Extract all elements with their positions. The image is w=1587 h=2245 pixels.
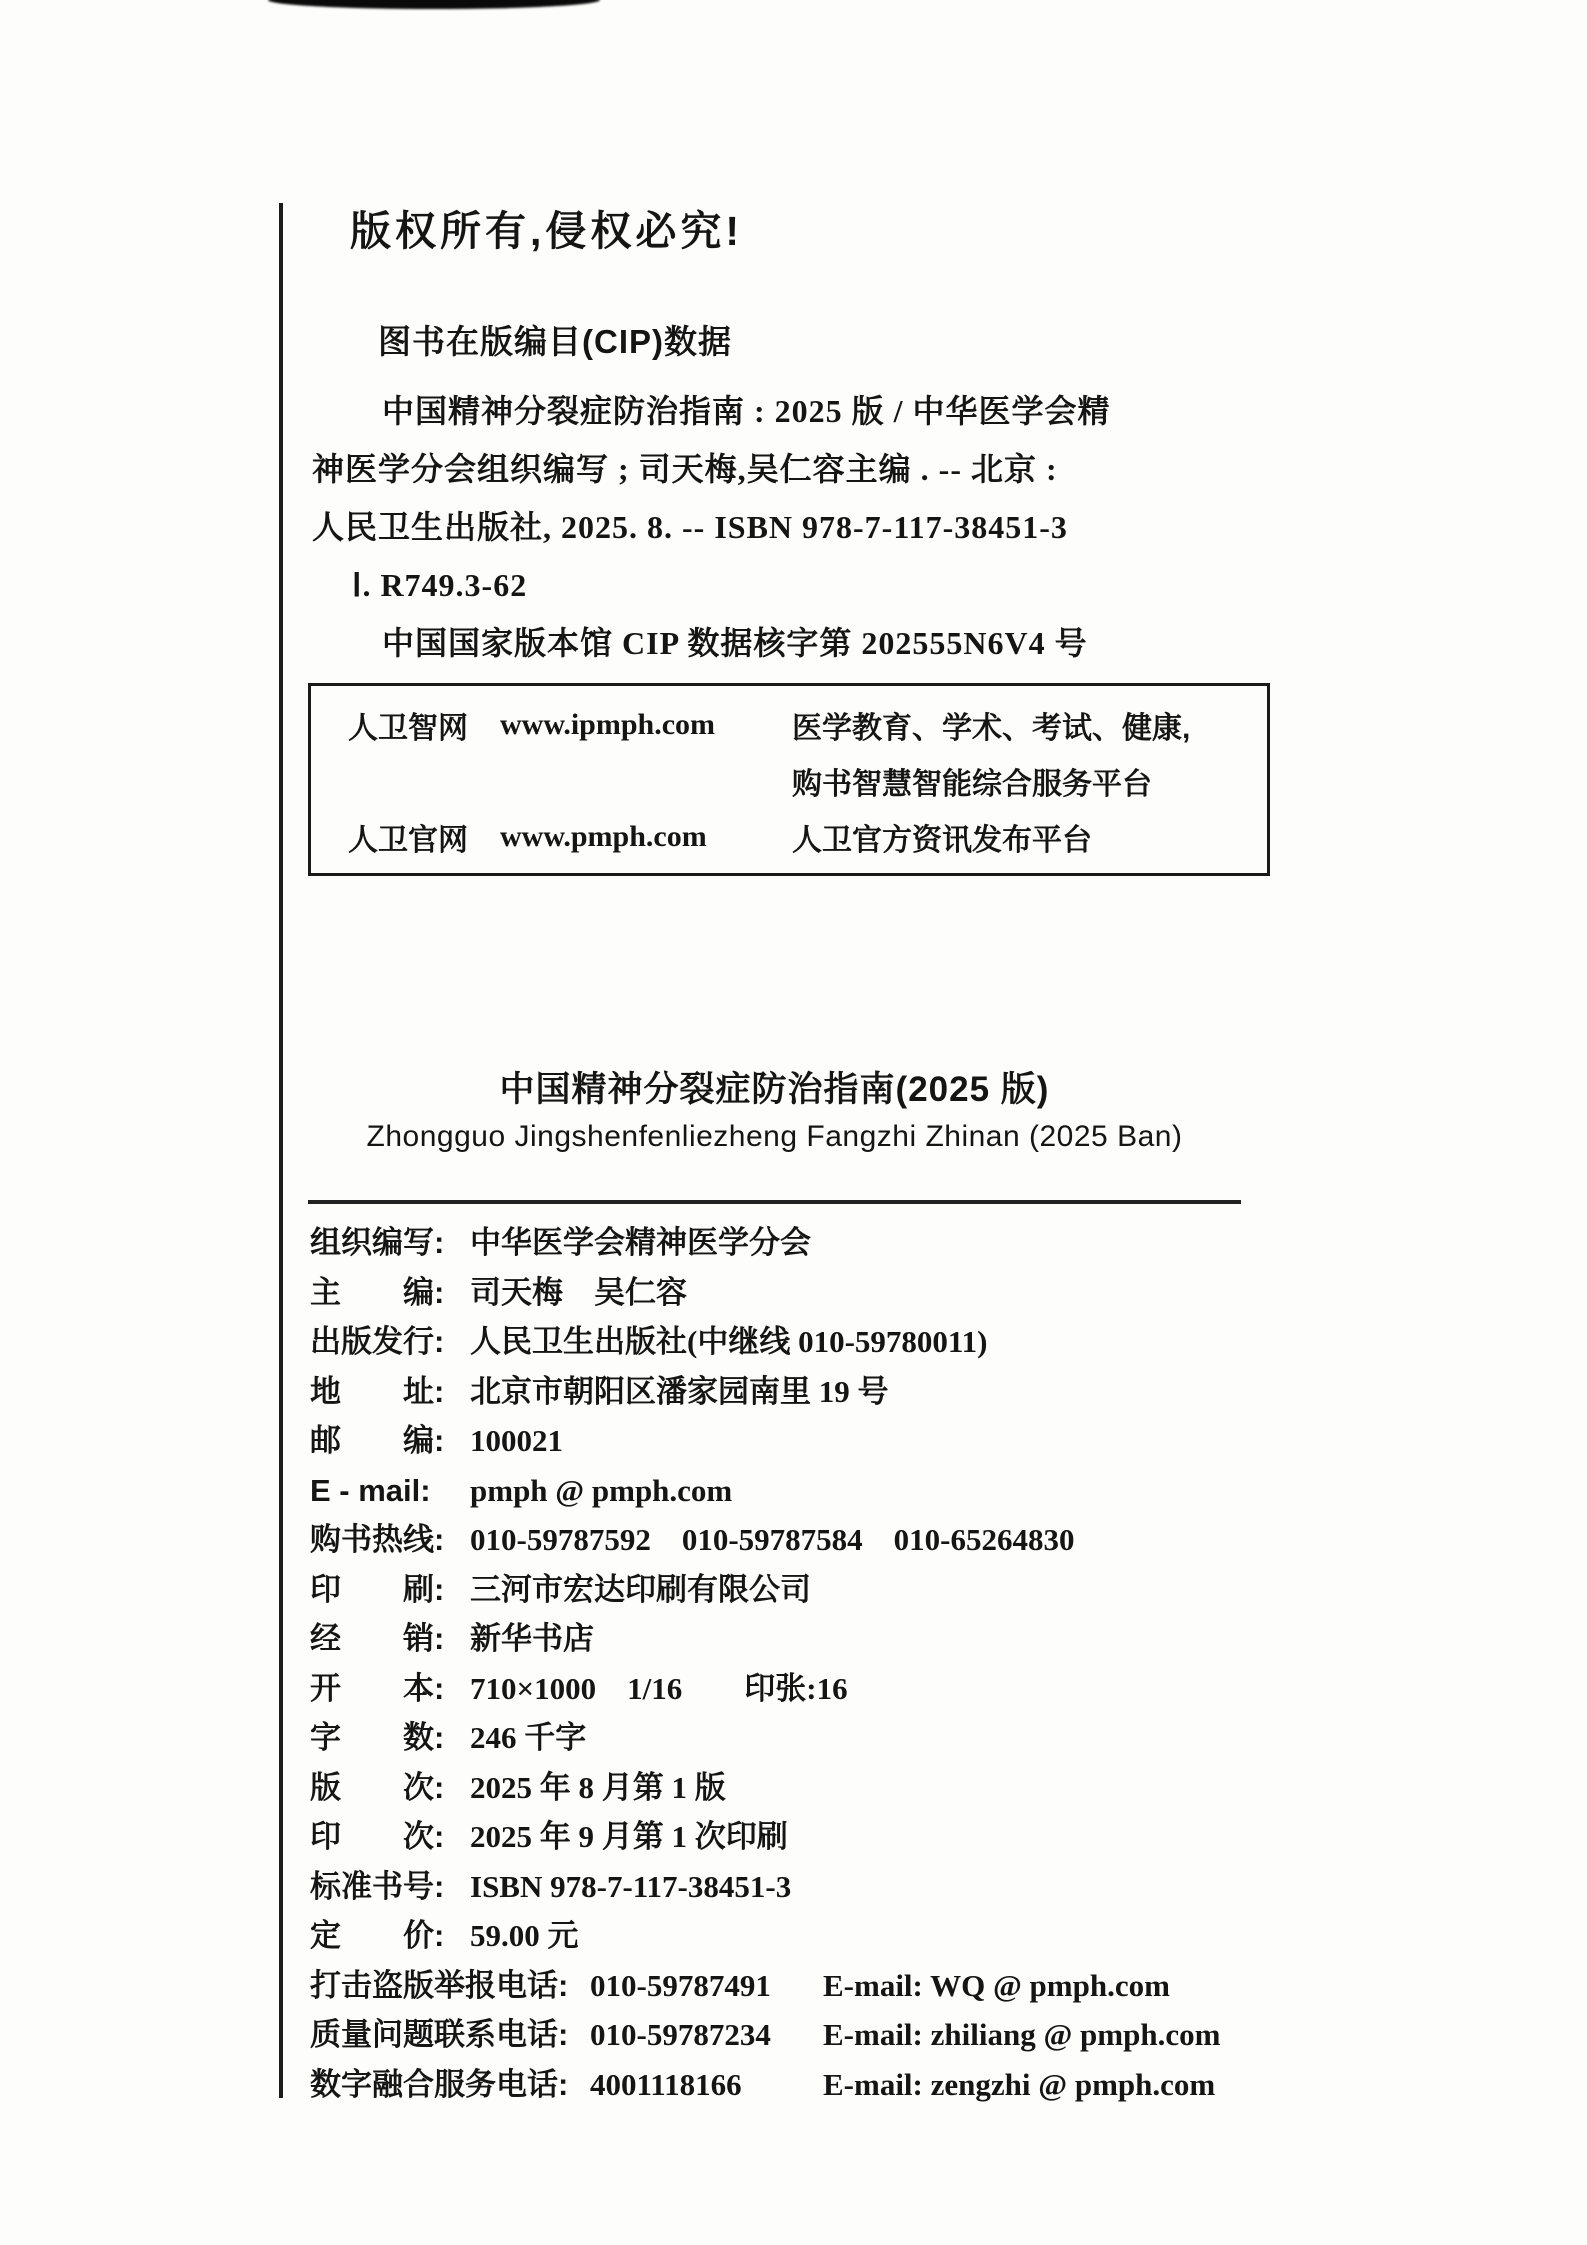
- info-label: 定 价:: [310, 1918, 445, 1953]
- copyright-notice: 版权所有,侵权必究!: [350, 208, 744, 254]
- info-label: 主 编:: [310, 1274, 445, 1310]
- publication-info-row: [310, 1565, 1510, 1615]
- cip-line: Ⅰ. R749.3-62: [352, 567, 528, 603]
- hotline-row: [310, 1961, 1510, 2011]
- hotline-row: [310, 2010, 1510, 2060]
- info-value: 2025 年 9 月第 1 次印刷: [470, 1819, 788, 1854]
- info-value: 中华医学会精神医学分会: [470, 1225, 811, 1260]
- publication-info-row: [310, 1763, 1510, 1813]
- cip-line: 神医学分会组织编写 ; 司天梅,吴仁容主编 . -- 北京 :: [312, 451, 1058, 487]
- publication-info-row: [310, 1218, 1510, 1268]
- publication-info-row: [310, 1614, 1510, 1664]
- service-site-description: 购书智慧智能综合服务平台: [792, 768, 1152, 801]
- email-label: E-mail:: [823, 1967, 923, 2003]
- hotline-phone: 010-59787234: [590, 2017, 771, 2052]
- hotline-label: 质量问题联系电话:: [310, 2017, 569, 2052]
- cip-line: 人民卫生出版社, 2025. 8. -- ISBN 978-7-117-38451-3: [312, 509, 1068, 545]
- info-value: ISBN 978-7-117-38451-3: [470, 1868, 792, 1904]
- service-site-description: 医学教育、学术、考试、健康,: [792, 712, 1191, 745]
- service-site-name: 人卫官网: [348, 824, 468, 857]
- publication-info-row: [310, 1713, 1510, 1763]
- info-value: 三河市宏达印刷有限公司: [470, 1571, 811, 1607]
- hotline-email: [823, 2060, 1215, 2110]
- service-site-url: www.pmph.com: [500, 820, 707, 853]
- info-value: 2025 年 8 月第 1 版: [470, 1769, 726, 1805]
- cip-heading: 图书在版编目(CIP)数据: [378, 323, 732, 360]
- info-value: 司天梅 吴仁容: [470, 1274, 687, 1310]
- email-address: zhiliang @ pmph.com: [930, 2017, 1221, 2052]
- info-value: 710×1000 1/16 印张:16: [470, 1670, 848, 1706]
- info-value: 100021: [470, 1423, 563, 1458]
- title-divider-rule: [308, 1200, 1241, 1204]
- email-address: zengzhi @ pmph.com: [930, 2066, 1216, 2102]
- info-label: 开 本:: [310, 1670, 445, 1706]
- service-site-name: 人卫智网: [348, 712, 468, 745]
- info-value: pmph @ pmph.com: [470, 1472, 733, 1508]
- info-label: 字 数:: [310, 1720, 445, 1755]
- cip-line: 中国国家版本馆 CIP 数据核字第 202555N6V4 号: [382, 625, 1088, 661]
- info-label: 版 次:: [310, 1769, 445, 1805]
- info-value: 246 千字: [470, 1720, 587, 1755]
- info-label: 地 址:: [310, 1373, 445, 1409]
- info-label: 出版发行:: [310, 1324, 445, 1359]
- publication-info-row: [310, 1862, 1510, 1912]
- email-label: E-mail:: [823, 2066, 923, 2102]
- publication-info-row: [310, 1812, 1510, 1862]
- publication-info-row: [310, 1664, 1510, 1714]
- info-value: 新华书店: [470, 1621, 594, 1656]
- cip-data-block: [312, 382, 1272, 672]
- email-label: E-mail:: [823, 2017, 923, 2052]
- email-address: WQ @ pmph.com: [930, 1967, 1170, 2003]
- cip-line: 中国精神分裂症防治指南 : 2025 版 / 中华医学会精: [382, 393, 1111, 429]
- info-value: 010-59787592 010-59787584 010-65264830: [470, 1522, 1075, 1557]
- info-value: 人民卫生出版社(中继线 010-59780011): [470, 1324, 988, 1359]
- publication-info-row: [310, 1466, 1510, 1516]
- publication-info-row: [310, 1268, 1510, 1318]
- hotline-email: [823, 1961, 1170, 2011]
- info-label: 组织编写:: [310, 1225, 445, 1260]
- hotline-label: 数字融合服务电话:: [310, 2066, 569, 2102]
- info-label: 印 刷:: [310, 1571, 445, 1607]
- info-label: 经 销:: [310, 1621, 445, 1656]
- publication-info-row: [310, 1911, 1510, 1961]
- info-label: 印 次:: [310, 1819, 445, 1854]
- publication-info-row: [310, 1515, 1510, 1565]
- service-site-url: www.ipmph.com: [500, 708, 716, 741]
- hotline-row: [310, 2060, 1510, 2110]
- publication-info-list: [310, 1218, 1510, 2109]
- publication-info-row: [310, 1416, 1510, 1466]
- info-value: 59.00 元: [470, 1918, 579, 1953]
- info-label: 标准书号:: [310, 1868, 445, 1904]
- hotline-email: [823, 2010, 1220, 2060]
- service-site-description: 人卫官方资讯发布平台: [792, 824, 1092, 857]
- info-label: 邮 编:: [310, 1423, 445, 1458]
- publication-info-row: [310, 1317, 1510, 1367]
- scan-artifact-blob: [268, 0, 600, 9]
- hotline-phone: 010-59787491: [590, 1967, 771, 2003]
- info-label: 购书热线:: [310, 1522, 445, 1557]
- hotline-rows: [310, 1961, 1510, 2110]
- info-label: E - mail:: [310, 1472, 431, 1508]
- book-title-pinyin: Zhongguo Jingshenfenliezheng Fangzhi Zhinan (2025 Ban): [366, 1120, 1183, 1153]
- left-vertical-rule: [279, 203, 283, 2098]
- publisher-services-box: [308, 683, 1270, 876]
- publication-info-row: [310, 1367, 1510, 1417]
- publication-info-rows: [310, 1218, 1510, 1961]
- book-title-chinese: 中国精神分裂症防治指南(2025 版): [499, 1070, 1050, 1109]
- hotline-label: 打击盗版举报电话:: [310, 1967, 569, 2003]
- info-value: 北京市朝阳区潘家园南里 19 号: [470, 1373, 889, 1409]
- hotline-phone: 4001118166: [590, 2066, 742, 2102]
